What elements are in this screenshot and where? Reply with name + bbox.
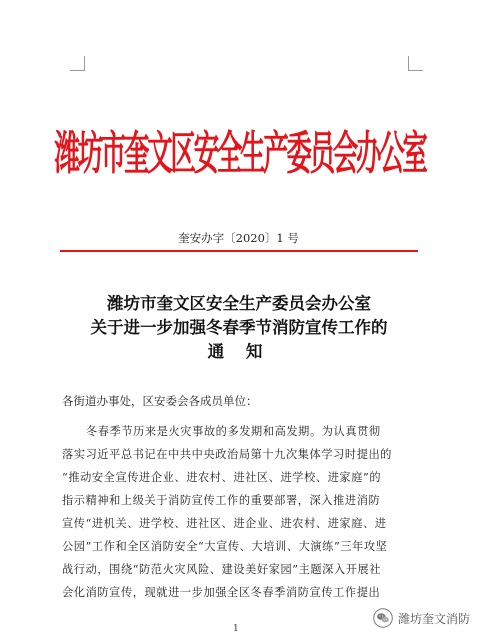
crop-mark-top-left	[70, 56, 85, 71]
masthead-title: 潍坊市奎文区安全生产委员会办公室	[54, 126, 426, 181]
document-number: 奎安办字〔2020〕1 号	[178, 231, 299, 245]
red-separator-line	[60, 250, 418, 252]
body-line: 公园”工作和全区消防安全“大宣传、大培训、大演练”三年攻坚	[62, 540, 388, 553]
body-line: 冬春季节历来是火灾事故的多发期和高发期。为认真贯彻	[86, 425, 381, 438]
account-watermark	[373, 607, 470, 629]
crop-mark-top-right	[408, 56, 423, 71]
watermark-label: 潍坊奎文消防	[398, 611, 471, 626]
body-line: 指示精神和上级关于消防宣传工作的重要部署，深入推进消防	[62, 494, 381, 507]
body-line: “推动安全宣传进企业、进农村、进社区、进学校、进家庭”的	[62, 471, 382, 484]
title-line-2: 关于进一步加强冬春季节消防宣传工作的	[90, 318, 388, 337]
title-line-1: 潍坊市奎文区安全生产委员会办公室	[107, 294, 371, 313]
body-line: 宣传“进机关、进学校、进社区、进企业、进农村、进家庭、进	[62, 517, 387, 530]
red-masthead	[54, 104, 426, 194]
title-line-3: 通 知	[207, 342, 271, 361]
body-paragraph	[62, 420, 418, 604]
body-line: 战行动，围绕“防范火灾风险、建设美好家园”主题深入开展社	[62, 563, 382, 576]
salutation: 各街道办事处，区安委会各成员单位：	[62, 394, 258, 408]
page-number: 1	[233, 624, 239, 634]
notice-title	[60, 292, 418, 364]
body-line: 会化消防宣传，现就进一步加强全区冬春季消防宣传工作提出	[62, 586, 381, 599]
body-line: 落实习近平总书记在中共中央政治局第十九次集体学习时提出的	[62, 448, 393, 461]
wechat-icon	[373, 608, 393, 628]
